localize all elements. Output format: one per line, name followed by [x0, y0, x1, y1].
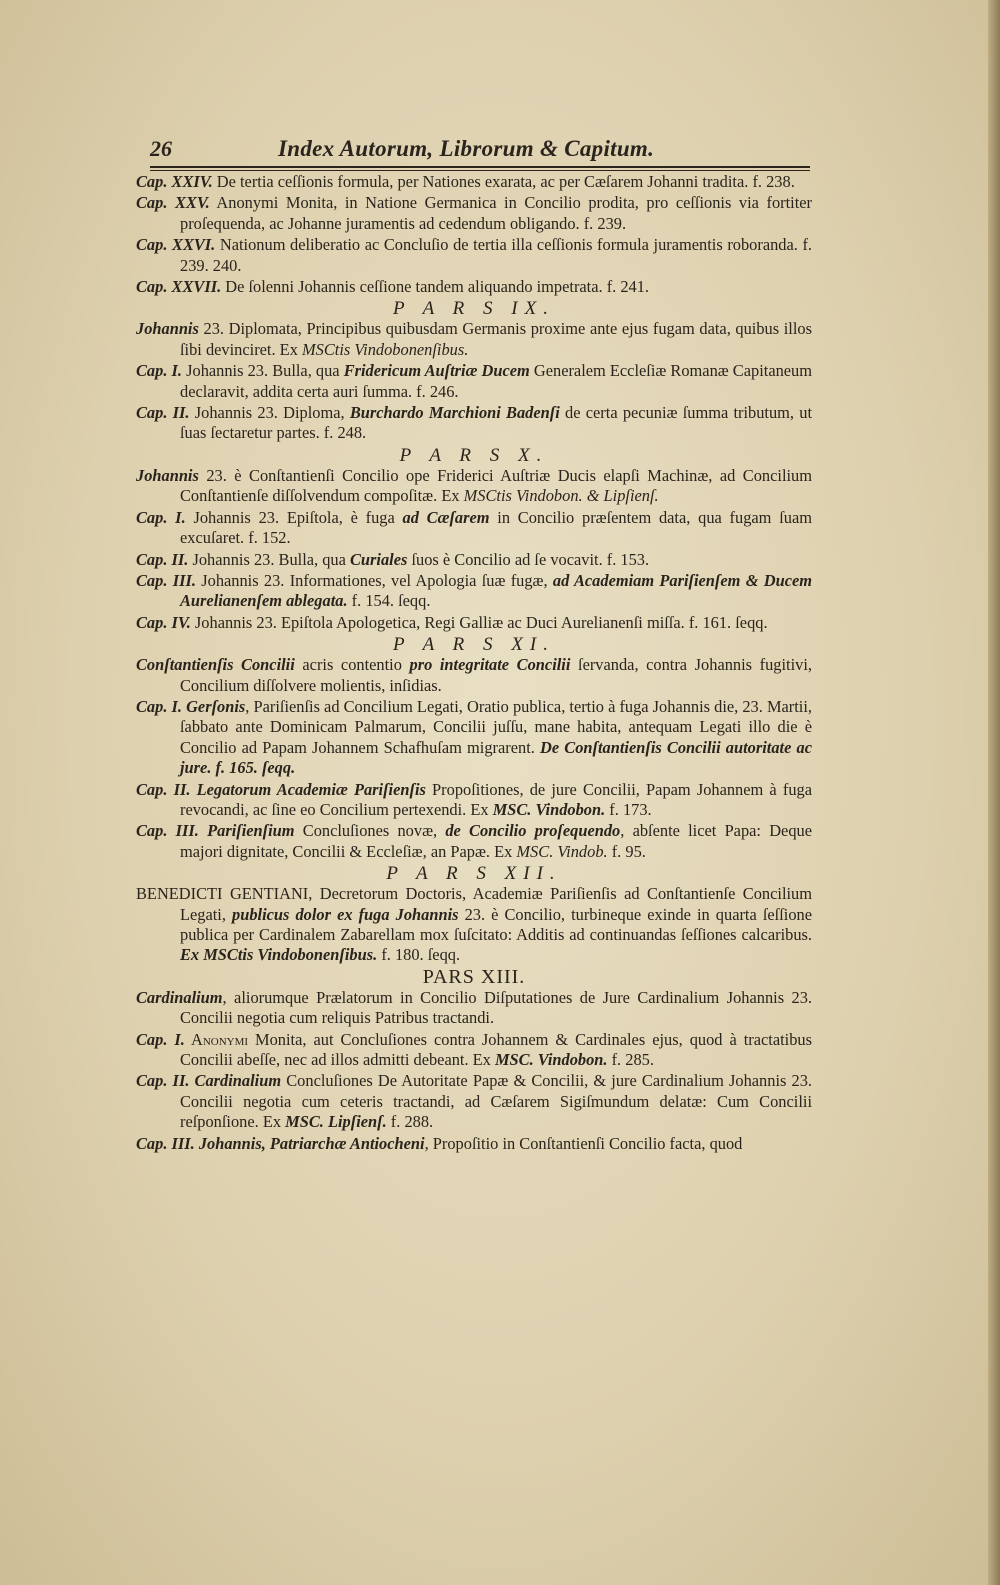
entry-source: MSCtis Vindobon. & Lipſienſ. — [463, 486, 659, 506]
entry-text: P A R S XI. — [393, 634, 555, 656]
index-entry — [136, 988, 812, 1029]
entry-label: Cap. XXVII. — [136, 277, 222, 297]
entry-text: Anonymi — [184, 1029, 249, 1049]
entry-label: MSC. Lipſienſ. — [285, 1112, 387, 1132]
entry-text: , abſente licet Papa: Deque majori dignitate, Concilii & Eccleſiæ, an Papæ. Ex — [180, 821, 812, 861]
page-header — [150, 136, 810, 166]
entry-text: acris contentio — [294, 655, 410, 675]
index-entry — [136, 884, 812, 966]
index-entry — [136, 613, 812, 633]
entry-text: BENEDICTI GENTIANI — [136, 884, 309, 904]
index-entry — [136, 697, 812, 779]
entry-text: Johannis 23. Epiſtola, è fuga — [185, 507, 403, 527]
entry-text: 23. è Concilio, turbineque exinde in quarta ſeſſione publica per Cardinalem Zabarellam mox ſuſcitato: Additis ad continuandas ſeſſiones calcaribus. — [180, 904, 812, 944]
entry-label: Cap. XXIV. — [136, 172, 213, 191]
entry-text: De ſolenni Johannis ceſſione tandem aliquando impetrata. f. 241. — [221, 277, 650, 297]
index-entry — [136, 1030, 812, 1071]
entry-text: f. 288. — [386, 1112, 434, 1132]
pars-heading — [136, 298, 812, 319]
entry-label: Conſtantienſis Concilii — [136, 655, 295, 675]
entry-text: in Concilio præſentem data, qua fugam ſuam excuſaret. f. 152. — [180, 507, 812, 548]
entry-label: Cap. III. — [136, 570, 196, 590]
entry-label: Curiales — [350, 549, 408, 569]
entry-label: Cap. I. Gerſonis — [136, 696, 246, 716]
pars-heading — [136, 967, 812, 988]
entry-label: De Conſtantienſis Concilii autoritate ac jure. f. 165. ſeqq. — [180, 737, 812, 778]
entry-label: Burchardo Marchioni Badenſi — [349, 403, 560, 423]
entry-text: P A R S X. — [399, 444, 549, 466]
entry-text: Johannis 23. Informationes, vel Apologia ſuæ fugæ, — [195, 570, 553, 590]
index-entry — [136, 466, 812, 507]
entry-label: Cap. III. Johannis, Patriarchæ Antiocheni — [136, 1133, 425, 1153]
index-entry — [136, 571, 812, 612]
entry-label: Cap. II. — [136, 403, 190, 423]
entry-text: Propoſitiones, de jure Concilii, Papam Johannem à fuga revocandi, ac ſine eo Concilium pertexendi. Ex — [180, 779, 812, 819]
index-entry — [136, 821, 812, 862]
entry-label: Fridericum Auſtriæ Ducem — [343, 361, 530, 381]
entry-label: Ex MSCtis Vindobonenſibus. — [180, 945, 378, 965]
index-entry — [136, 655, 812, 696]
entry-text: P A R S IX. — [393, 298, 555, 320]
index-entry — [136, 361, 812, 402]
header-rule — [150, 166, 810, 171]
entry-label: Cardinalium — [136, 987, 223, 1007]
entry-text: f. 154. ſeqq. — [347, 591, 431, 611]
entry-text: 23. è Conſtantienſi Concilio ope Friderici Auſtriæ Ducis elapſi Machinæ, ad Concilium Conſtantienſe diſſolvendum compoſitæ. Ex — [180, 465, 812, 506]
index-entry — [136, 550, 812, 570]
entry-text: , Pariſienſis ad Concilium Legati, Oratio publica, tertio à fuga Johannis die, 23. Martii, ſabbato ante Dominicam Palmarum, Concilii juſſu, mane habita, antequam Legati illo die è Concilio ad Papam Johannem Schafhuſam migrarent. — [180, 696, 813, 757]
entry-text: De tertia ceſſionis formula, per Nationes exarata, ac per Cæſarem Johanni tradita. f. 238. — [212, 172, 795, 191]
running-title: Index Autorum, Librorum & Capitum. — [278, 136, 655, 161]
pars-heading — [136, 634, 812, 655]
entry-text: ſervanda, contra Johannis fugitivi, Concilium diſſolvere molientis, inſidias. — [180, 655, 812, 695]
entry-label: pro integritate Concilii — [409, 655, 571, 675]
entry-text: 23. Diplomata, Principibus quibusdam Germanis proxime ante ejus fugam data, quibus illos ſibi devinciret. Ex — [180, 319, 812, 359]
entry-text: , aliorumque Prælatorum in Concilio Diſputationes de Jure Cardinalium Johannis 23. Concilii negotia cum reliquis Patribus tractandi. — [180, 987, 812, 1028]
page-edge — [988, 0, 1000, 1585]
entry-label: Johannis — [136, 319, 199, 339]
index-entry — [136, 1134, 812, 1154]
index-entry — [136, 172, 812, 192]
entry-label: Cap. IV. — [136, 612, 191, 632]
entry-text: Anonymi Monita, in Natione Germanica in Concilio prodita, pro ceſſionis via fortiter proſequenda, ac Johanne juramentis ad cedendum obligando. f. 239. — [180, 193, 812, 233]
entry-label: Cap. I. — [136, 1029, 185, 1049]
index-body — [136, 172, 812, 1155]
entry-label: Cap. I. — [136, 361, 183, 381]
entry-label: Johannis — [136, 465, 199, 485]
index-entry — [136, 508, 812, 549]
entry-label: Cap. I. — [136, 507, 186, 527]
pars-heading — [136, 863, 812, 884]
entry-label: MSC. Vindobon. — [492, 799, 606, 819]
entry-text: Nationum deliberatio ac Concluſio de tertia illa ceſſionis formula juramentis roboranda. f. 239. 240. — [180, 235, 813, 275]
entry-label: ad Cæſarem — [402, 507, 490, 527]
entry-label: Cap. II. — [136, 549, 189, 569]
entry-text: , Propoſitio in Conſtantienſi Concilio facta, quod — [424, 1133, 743, 1153]
entry-text: Concluſiones De Autoritate Papæ & Concilii, & jure Cardinalium Johannis 23. Concilii negotia cum ceteris tractandi, ad Cæſarem Sigiſmundum delatæ: Cum Concilii reſponſione. Ex — [180, 1071, 813, 1132]
entry-text: Johannis 23. Bulla, qua — [188, 549, 350, 569]
index-entry — [136, 403, 812, 444]
entry-text: ſuos è Concilio ad ſe vocavit. f. 153. — [407, 549, 650, 569]
entry-text: f. 180. ſeqq. — [377, 945, 461, 965]
index-entry — [136, 277, 812, 297]
entry-source: MSC. Vindob. — [516, 841, 608, 861]
index-entry — [136, 193, 812, 234]
entry-text: f. 95. — [607, 841, 646, 861]
entry-text: f. 173. — [605, 799, 652, 819]
entry-text: de certa pecuniæ ſumma tributum, ut ſuas ſectaretur partes. f. 248. — [180, 403, 813, 443]
entry-label: de Concilio proſequendo — [445, 821, 621, 841]
entry-label: Cap. II. Legatorum Academiæ Pariſienſis — [136, 779, 426, 799]
entry-text: P A R S XII. — [386, 863, 562, 885]
entry-label: Cap. III. Pariſienſium — [136, 821, 295, 841]
entry-label: publicus dolor ex fuga Johannis — [232, 904, 459, 924]
entry-label: Cap. XXVI. — [136, 235, 216, 255]
entry-label: MSC. Vindobon. — [494, 1050, 608, 1070]
page-number: 26 — [150, 136, 172, 161]
entry-text: Concluſiones novæ, — [294, 821, 446, 841]
entry-text: Johannis 23. Bulla, qua — [182, 361, 344, 381]
entry-text: Monita, aut Concluſiones contra Johannem & Cardinales ejus, quod à tractatibus Concilii abeſſe, nec ad illos admitti debeant. Ex — [180, 1029, 813, 1070]
entry-label: Cap. XXV. — [136, 193, 210, 213]
index-entry — [136, 780, 812, 821]
entry-text: Generalem Eccleſiæ Romanæ Capitaneum declaravit, addita certa auri ſumma. f. 246. — [180, 361, 813, 401]
entry-label: Cap. II. Cardinalium — [136, 1071, 282, 1091]
entry-label: ad Academiam Pariſienſem & Ducem Aurelianenſem ablegata. — [180, 570, 812, 611]
entry-text: Johannis 23. Epiſtola Apologetica, Regi Galliæ ac Duci Aurelianenſi miſſa. f. 161. ſeqq. — [190, 612, 768, 632]
index-entry — [136, 319, 812, 360]
entry-text: Johannis 23. Diploma, — [189, 403, 350, 423]
index-entry — [136, 235, 812, 276]
pars-heading — [136, 445, 812, 466]
entry-text: PARS XIII. — [422, 965, 526, 988]
entry-source: MSCtis Vindobonenſibus. — [302, 339, 469, 359]
entry-text: , Decretorum Doctoris, Academiæ Pariſienſis ad Conſtantienſe Concilium Legati, — [180, 884, 812, 924]
index-entry — [136, 1071, 812, 1132]
entry-text: f. 285. — [607, 1050, 654, 1070]
